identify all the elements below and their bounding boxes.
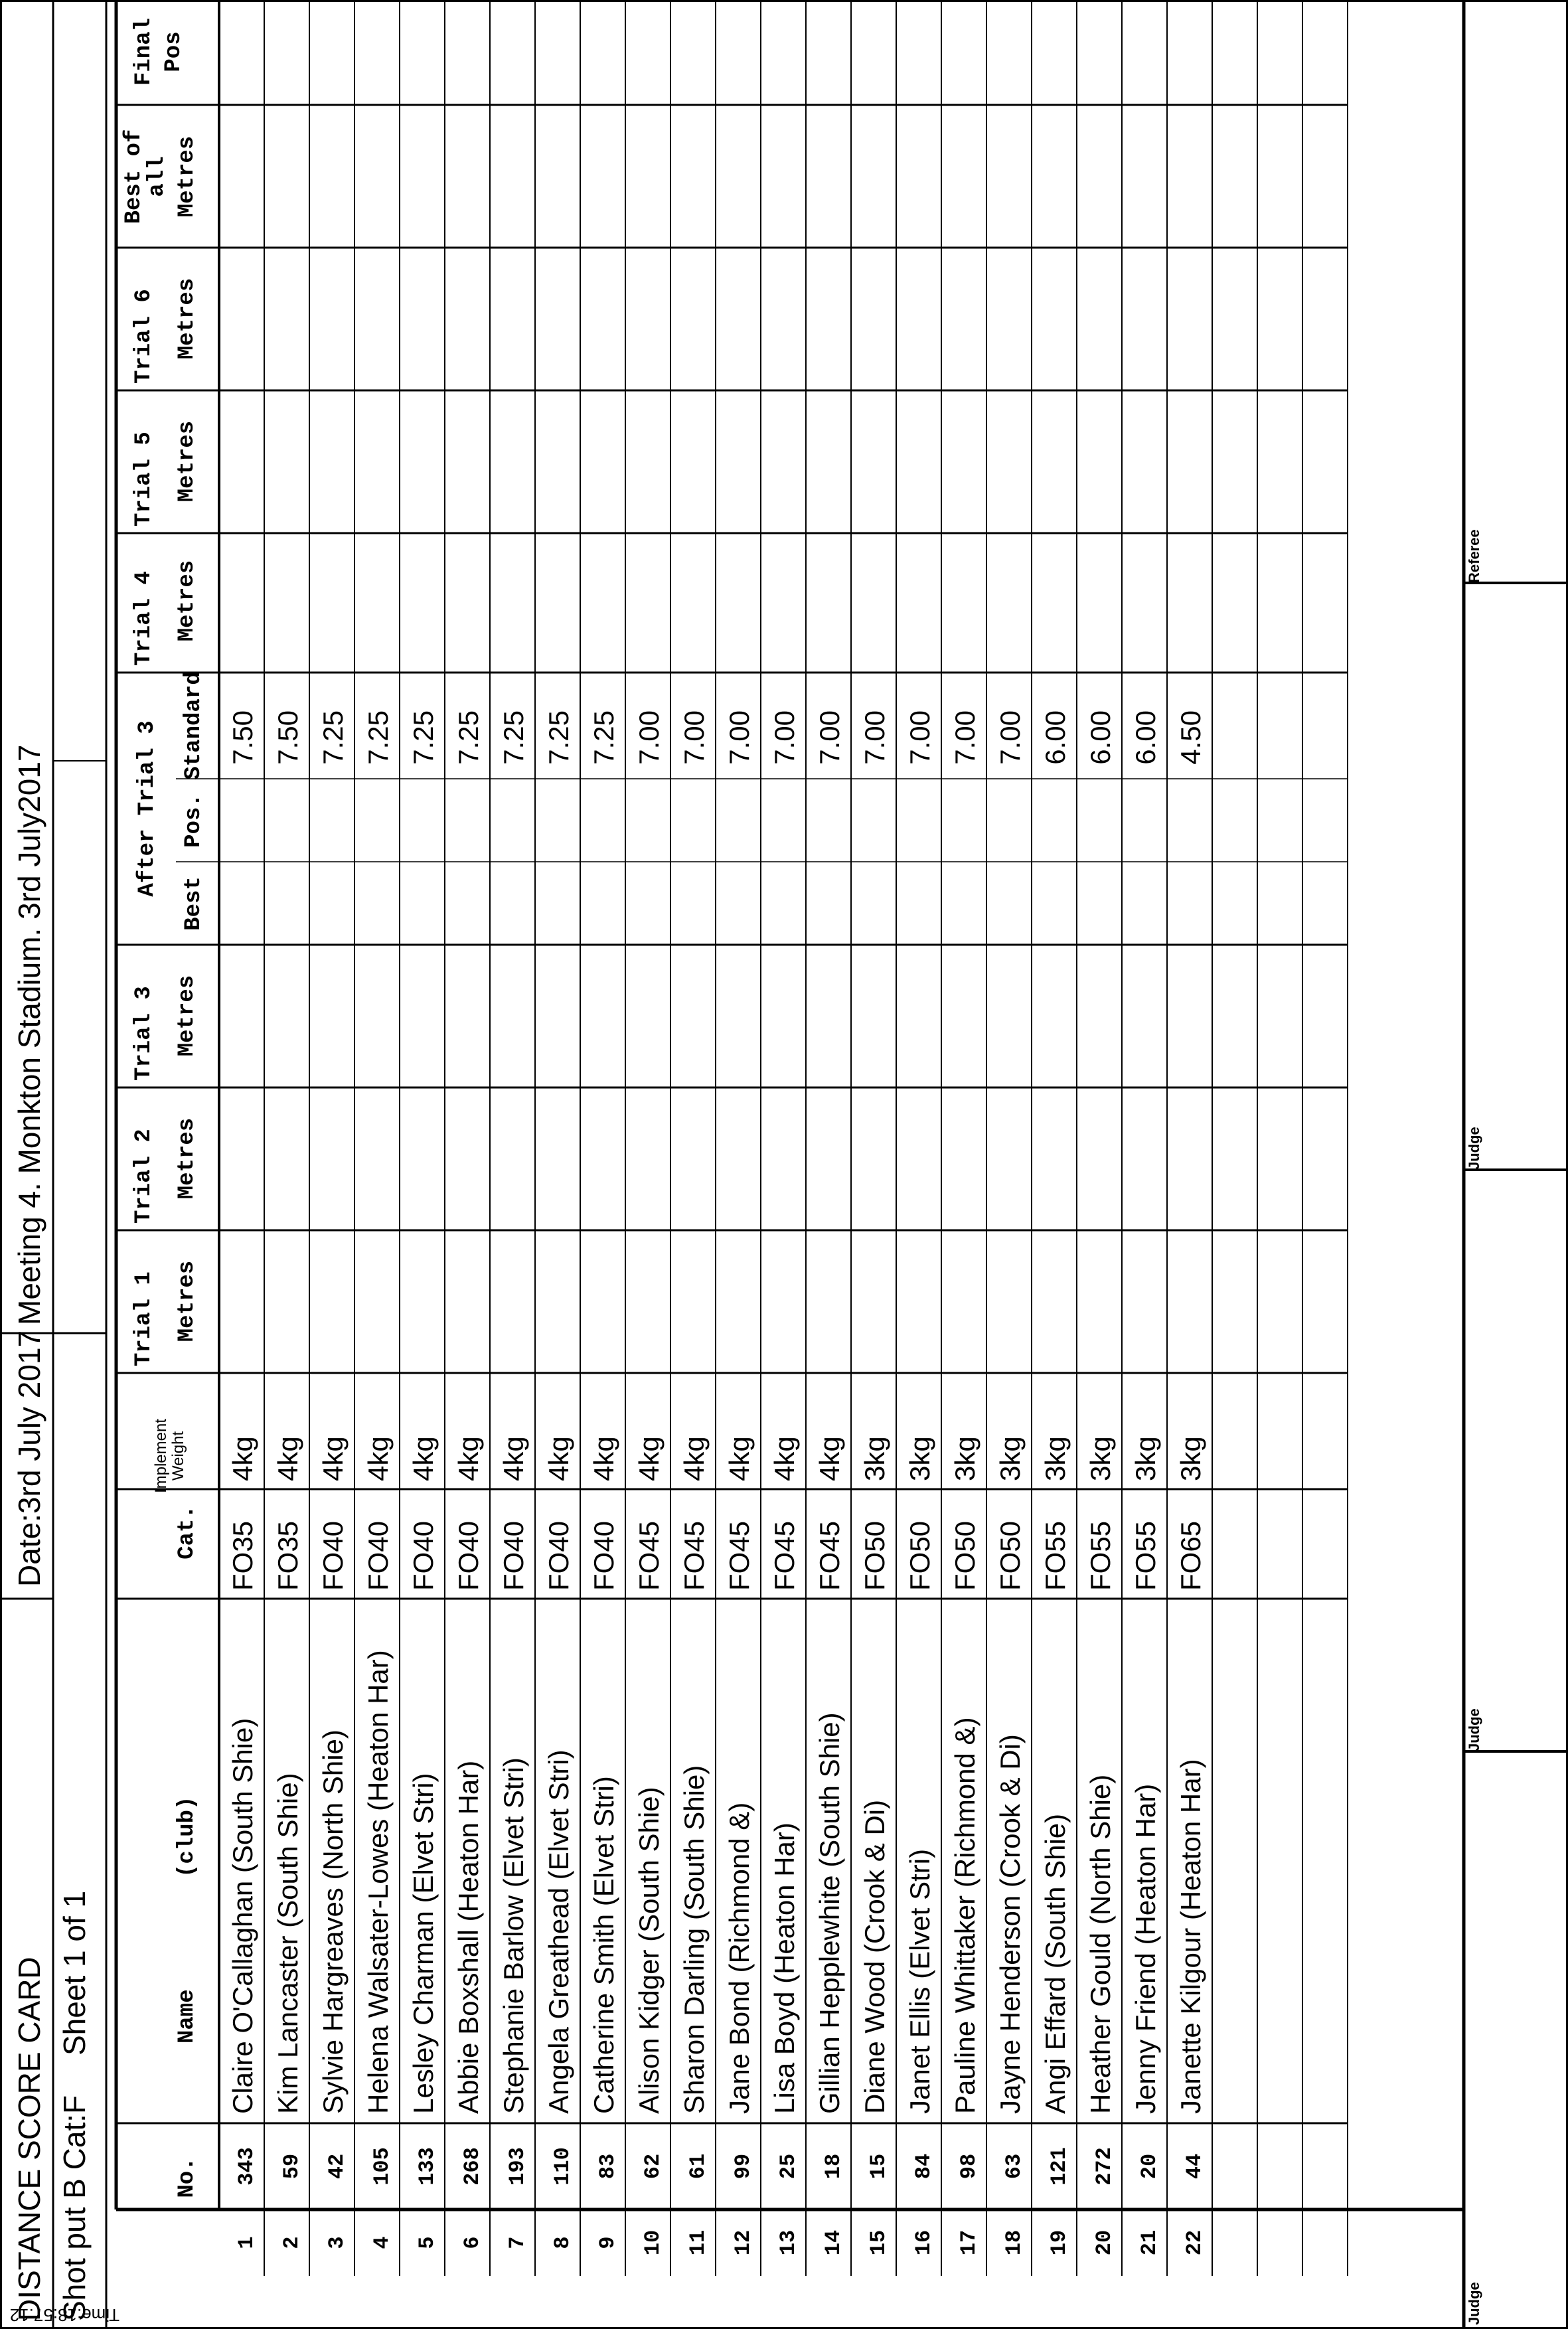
table-row <box>453 710 485 2249</box>
athlete-number: 121 <box>1047 2147 1071 2186</box>
referee-label: Referee <box>1466 529 1482 583</box>
row-index: 8 <box>550 2236 575 2249</box>
col-implement-header: Implement <box>152 1418 170 1494</box>
athlete-category: FO45 <box>724 1520 755 1591</box>
athlete-name: Angela Greathead (Elvet Stri) <box>543 1749 574 2114</box>
best-of-all-metres-label: Metres <box>175 135 200 218</box>
athlete-number: 59 <box>279 2153 304 2180</box>
trial-3-metres-label: Metres <box>175 975 200 1057</box>
athlete-name: Janet Ellis (Elvet Stri) <box>904 1848 935 2114</box>
row-index: 1 <box>234 2236 259 2249</box>
qualifying-standard: 7.00 <box>769 710 800 765</box>
table-row <box>1175 710 1207 2255</box>
implement-weight: 3kg <box>1130 1436 1161 1481</box>
athlete-number: 105 <box>370 2147 394 2186</box>
qualifying-standard: 7.25 <box>588 710 619 765</box>
qualifying-standard: 7.25 <box>453 710 484 765</box>
trial-1-header: Trial 1 <box>131 1271 157 1366</box>
row-index: 11 <box>686 2229 710 2256</box>
athlete-number: 272 <box>1092 2147 1117 2186</box>
qualifying-standard: 7.00 <box>678 710 710 765</box>
athlete-category: FO50 <box>859 1520 890 1591</box>
athlete-number: 63 <box>1002 2153 1026 2180</box>
athlete-category: FO40 <box>408 1520 439 1591</box>
qualifying-standard: 7.25 <box>362 710 394 765</box>
implement-weight: 3kg <box>904 1436 935 1481</box>
athlete-category: FO55 <box>1130 1520 1161 1591</box>
after-standard-header: Standard <box>181 671 206 780</box>
athlete-category: FO55 <box>1040 1520 1071 1591</box>
athlete-category: FO35 <box>272 1520 303 1591</box>
qualifying-standard: 7.50 <box>272 710 303 765</box>
event-name: Shot put B Cat:F <box>57 2095 92 2321</box>
row-index: 5 <box>415 2236 439 2249</box>
table-row <box>543 710 575 2249</box>
athlete-name: Helena Walsater-Lowes (Heaton Har) <box>362 1650 394 2114</box>
athlete-number: 83 <box>595 2153 620 2180</box>
table-row <box>1085 710 1117 2255</box>
athlete-category: FO50 <box>904 1520 935 1591</box>
implement-weight: 3kg <box>1085 1436 1116 1481</box>
row-index: 7 <box>505 2236 530 2249</box>
row-index: 18 <box>1002 2229 1026 2256</box>
implement-weight: 4kg <box>814 1436 845 1481</box>
athlete-category: FO35 <box>227 1520 258 1591</box>
qualifying-standard: 6.00 <box>1040 710 1071 765</box>
implement-weight: 3kg <box>859 1436 890 1481</box>
athlete-name: Pauline Whittaker (Richmond &) <box>949 1717 980 2114</box>
athlete-category: FO45 <box>769 1520 800 1591</box>
best-of-all-header: Best of <box>121 129 147 224</box>
athlete-name: Sylvie Hargreaves (North Shie) <box>317 1729 349 2114</box>
athlete-category: FO40 <box>453 1520 484 1591</box>
final-pos-header-2: Pos <box>161 31 187 72</box>
card-title: DISTANCE SCORE CARD <box>12 1957 46 2321</box>
trial-4-metres-label: Metres <box>175 560 200 642</box>
table-row <box>317 710 349 2249</box>
qualifying-standard: 7.00 <box>949 710 980 765</box>
athlete-category: FO55 <box>1085 1520 1116 1591</box>
judge-label-2: Judge <box>1466 1708 1482 1751</box>
athlete-name: Alison Kidger (South Shie) <box>633 1787 665 2114</box>
qualifying-standard: 7.00 <box>633 710 665 765</box>
table-row <box>678 710 710 2255</box>
row-index: 3 <box>325 2236 349 2249</box>
row-index: 9 <box>595 2236 620 2249</box>
athlete-number: 61 <box>686 2153 710 2180</box>
athlete-number: 193 <box>505 2147 530 2186</box>
athlete-number: 20 <box>1137 2153 1162 2180</box>
athlete-name: Jenny Friend (Heaton Har) <box>1130 1783 1161 2114</box>
row-index: 14 <box>821 2229 846 2256</box>
athlete-name: Kim Lancaster (South Shie) <box>272 1773 303 2114</box>
athlete-number: 84 <box>911 2153 936 2180</box>
trial-6-header: Trial 6 <box>131 289 157 384</box>
athlete-name: Lesley Charman (Elvet Stri) <box>408 1773 439 2114</box>
row-index: 17 <box>957 2229 981 2256</box>
qualifying-standard: 7.00 <box>859 710 890 765</box>
athlete-number: 25 <box>776 2153 801 2180</box>
sheet-number: Sheet 1 of 1 <box>57 1890 92 2055</box>
athlete-name: Jayne Henderson (Crook & Di) <box>994 1734 1026 2114</box>
athlete-number: 15 <box>866 2153 891 2180</box>
qualifying-standard: 7.00 <box>994 710 1026 765</box>
row-index: 20 <box>1092 2229 1117 2256</box>
best-of-all-header-2: all <box>145 156 170 197</box>
athlete-category: FO65 <box>1175 1520 1206 1591</box>
athlete-category: FO40 <box>362 1520 394 1591</box>
table-row <box>408 710 439 2249</box>
qualifying-standard: 7.25 <box>498 710 529 765</box>
table-row <box>949 710 981 2255</box>
athlete-number: 268 <box>460 2147 485 2186</box>
athlete-number: 44 <box>1182 2153 1207 2180</box>
row-index: 15 <box>866 2229 891 2256</box>
trial-6-metres-label: Metres <box>175 278 200 360</box>
after-trial-3-header: After Trial 3 <box>135 720 160 897</box>
implement-weight: 4kg <box>362 1436 394 1481</box>
table-row <box>814 710 846 2255</box>
col-club-header: (club) <box>175 1796 200 1878</box>
athlete-name: Diane Wood (Crook & Di) <box>859 1799 890 2114</box>
athlete-name: Angi Effard (South Shie) <box>1040 1813 1071 2114</box>
athlete-category: FO40 <box>588 1520 619 1591</box>
table-row <box>724 710 755 2255</box>
final-pos-header: Final <box>131 17 157 86</box>
implement-weight: 4kg <box>543 1436 574 1481</box>
qualifying-standard: 7.25 <box>543 710 574 765</box>
implement-weight: 4kg <box>498 1436 529 1481</box>
qualifying-standard: 7.00 <box>904 710 935 765</box>
row-index: 10 <box>641 2229 665 2256</box>
row-index: 19 <box>1047 2229 1071 2256</box>
athlete-number: 18 <box>821 2153 846 2180</box>
trial-4-header: Trial 4 <box>131 571 157 666</box>
table-row <box>1130 710 1162 2255</box>
col-weight-header: Weight <box>169 1431 187 1481</box>
implement-weight: 4kg <box>678 1436 710 1481</box>
table-row <box>633 710 665 2255</box>
implement-weight: 3kg <box>994 1436 1026 1481</box>
qualifying-standard: 4.50 <box>1175 710 1206 765</box>
table-row <box>588 710 620 2249</box>
card-meeting: Meeting 4. Monkton Stadium. 3rd July2017 <box>12 744 46 1325</box>
after-pos-header: Pos. <box>181 793 206 848</box>
athlete-category: FO40 <box>543 1520 574 1591</box>
qualifying-standard: 6.00 <box>1130 710 1161 765</box>
row-index: 2 <box>279 2236 304 2249</box>
qualifying-standard: 7.00 <box>724 710 755 765</box>
table-row <box>994 710 1026 2255</box>
athlete-category: FO50 <box>949 1520 980 1591</box>
table-row <box>769 710 801 2255</box>
trial-5-metres-label: Metres <box>175 420 200 503</box>
qualifying-standard: 6.00 <box>1085 710 1116 765</box>
athlete-number: 99 <box>731 2153 755 2180</box>
judge-label-1: Judge <box>1466 2282 1482 2325</box>
row-index: 6 <box>460 2236 485 2249</box>
athlete-name: Sharon Darling (South Shie) <box>678 1765 710 2114</box>
athlete-name: Gillian Hepplewhite (South Shie) <box>814 1712 845 2114</box>
implement-weight: 4kg <box>588 1436 619 1481</box>
trial-1-metres-label: Metres <box>175 1260 200 1342</box>
implement-weight: 4kg <box>453 1436 484 1481</box>
after-best-header: Best <box>181 876 206 931</box>
row-index: 21 <box>1137 2229 1162 2256</box>
qualifying-standard: 7.50 <box>227 710 258 765</box>
athlete-number: 110 <box>550 2147 575 2186</box>
implement-weight: 4kg <box>227 1436 258 1481</box>
athlete-category: FO45 <box>814 1520 845 1591</box>
trial-2-header: Trial 2 <box>131 1129 157 1224</box>
col-name-header: Name <box>175 1989 200 2044</box>
implement-weight: 3kg <box>1175 1436 1206 1481</box>
implement-weight: 4kg <box>272 1436 303 1481</box>
trial-3-header: Trial 3 <box>131 986 157 1081</box>
athlete-category: FO40 <box>317 1520 349 1591</box>
row-index: 13 <box>776 2229 801 2256</box>
table-row <box>362 710 394 2249</box>
athlete-number: 133 <box>415 2147 439 2186</box>
athlete-name: Janette Kilgour (Heaton Har) <box>1175 1759 1206 2114</box>
qualifying-standard: 7.25 <box>408 710 439 765</box>
table-row <box>498 710 530 2249</box>
implement-weight: 3kg <box>949 1436 980 1481</box>
athlete-name: Catherine Smith (Elvet Stri) <box>588 1776 619 2114</box>
athlete-name: Jane Bond (Richmond &) <box>724 1802 755 2114</box>
judge-label-3: Judge <box>1466 1127 1482 1170</box>
athlete-name: Claire O'Callaghan (South Shie) <box>227 1718 258 2114</box>
col-cat-header: Cat. <box>175 1505 200 1560</box>
implement-weight: 4kg <box>724 1436 755 1481</box>
implement-weight: 3kg <box>1040 1436 1071 1481</box>
qualifying-standard: 7.25 <box>317 710 349 765</box>
row-index: 22 <box>1182 2229 1207 2256</box>
print-time: Time:18:57:12 <box>9 2305 119 2325</box>
athlete-category: FO45 <box>633 1520 665 1591</box>
table-row <box>859 710 891 2255</box>
row-index: 16 <box>911 2229 936 2256</box>
card-date: Date:3rd July 2017 <box>12 1330 46 1587</box>
row-index: 12 <box>731 2229 755 2256</box>
athlete-number: 98 <box>957 2153 981 2180</box>
implement-weight: 4kg <box>633 1436 665 1481</box>
table-row <box>227 710 259 2249</box>
table-row <box>904 710 936 2255</box>
athlete-category: FO40 <box>498 1520 529 1591</box>
col-no-header: No. <box>175 2157 200 2198</box>
qualifying-standard: 7.00 <box>814 710 845 765</box>
athlete-category: FO50 <box>994 1520 1026 1591</box>
trial-5-header: Trial 5 <box>131 432 157 526</box>
athlete-number: 343 <box>234 2147 259 2186</box>
table-row <box>1040 710 1071 2255</box>
athlete-category: FO45 <box>678 1520 710 1591</box>
table-row <box>272 710 304 2249</box>
athlete-number: 42 <box>325 2153 349 2180</box>
trial-2-metres-label: Metres <box>175 1117 200 1200</box>
athlete-name: Lisa Boyd (Heaton Har) <box>769 1822 800 2114</box>
implement-weight: 4kg <box>769 1436 800 1481</box>
implement-weight: 4kg <box>317 1436 349 1481</box>
athlete-name: Abbie Boxshall (Heaton Har) <box>453 1760 484 2114</box>
athlete-number: 62 <box>641 2153 665 2180</box>
implement-weight: 4kg <box>408 1436 439 1481</box>
row-index: 4 <box>370 2236 394 2249</box>
athlete-name: Stephanie Barlow (Elvet Stri) <box>498 1757 529 2114</box>
athlete-name: Heather Gould (North Shie) <box>1085 1774 1116 2114</box>
